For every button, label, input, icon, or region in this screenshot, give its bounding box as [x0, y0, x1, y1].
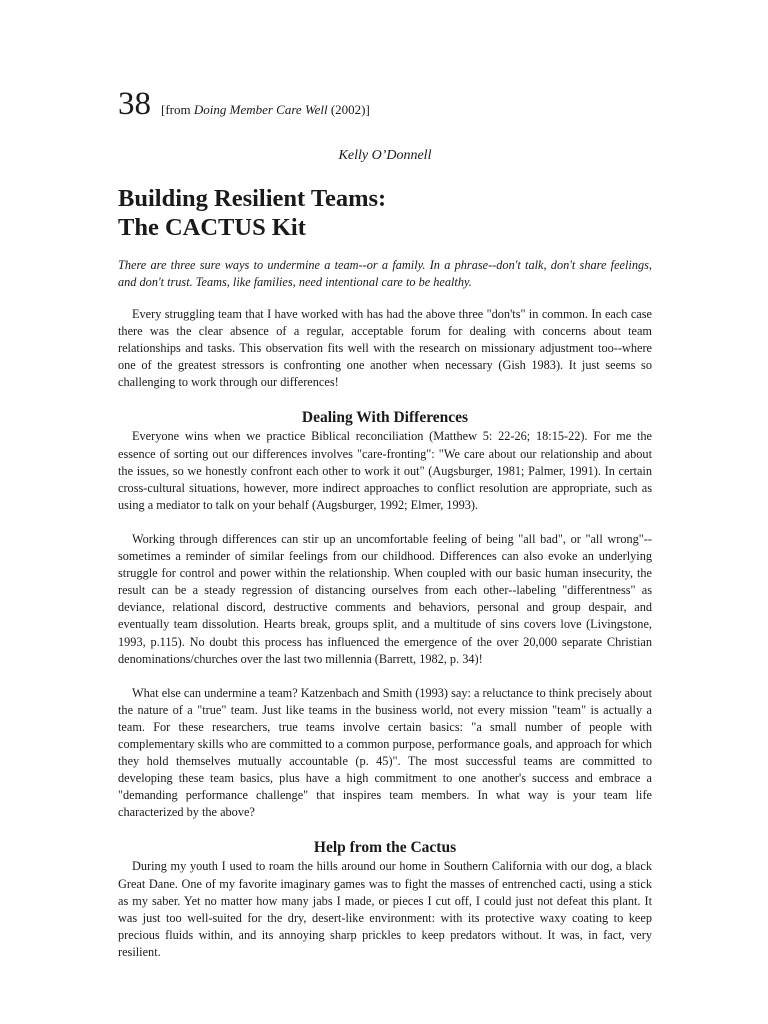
page-header	[118, 88, 652, 132]
author-name: Kelly O’Donnell	[338, 148, 432, 163]
article-title	[118, 184, 652, 242]
source-close: (2002)]	[327, 102, 370, 117]
title-line-1: Building Resilient Teams:	[118, 185, 387, 212]
section-heading-cactus: Help from the Cactus	[313, 839, 457, 857]
paragraph: What else can undermine a team? Katzenbach and Smith (1993) say: a reluctance to think precisely about the nature of a "true" team. Just like teams in the business world, not every mission "team" is actually a team. For these researchers, true teams involve certain basics: "a small number of people with complementary skills who are committed to a common purpose, performance goals, and approach for which they hold themselves mutually accountable (p. 45)". The most successful teams are committed to developing these team basics, plus have a high commitment to one another's success and embrace a "demanding performance challenge" that inspires team members. In what way is your team life characterized by the above?	[118, 685, 652, 820]
title-line-2: The CACTUS Kit	[118, 214, 306, 241]
paragraph: During my youth I used to roam the hills around our home in Southern California with our dog, a black Great Dane. One of my favorite imaginary games was to fight the masses of entrenched cacti, using a stick as my saber. Yet no matter how many jabs I made, or pieces I cut off, I could just not defeat this plant. It was just too well-suited for the dry, desert-like environment: with its protective waxy coating to keep precious fluids within, and its annoying sharp prickles to keep predators without. It was, in fact, very resilient.	[118, 859, 652, 959]
source-title: Doing Member Care Well	[193, 102, 328, 117]
source-citation	[161, 102, 370, 118]
page-number: 38	[118, 86, 151, 122]
abstract: There are three sure ways to undermine a team--or a family. In a phrase--don't talk, don't share feelings, and don't trust. Teams, like families, need intentional care to be healthy.	[118, 258, 652, 289]
paragraph: Working through differences can stir up an uncomfortable feeling of being "all bad", or "all wrong"--sometimes a reminder of similar feelings from our childhood. Differences can also evoke an underlying struggle for control and power within the relationship. When coupled with our basic human insecurity, the result can be a steady regression of distancing ourselves from each other--labeling "differentness" as deviance, relational discord, destructive comments and behaviors, personal and group despair, and eventually team dissolution. Hearts break, groups split, and a multitude of sins covers love (Livingstone, 1993, p.115). No doubt this process has influenced the emergence of the over 20,000 separate Christian denominations/churches over the last two millennia (Barrett, 1982, p. 34)!	[118, 531, 652, 666]
intro-paragraph: Every struggling team that I have worked with has had the above three "don'ts" in common. In each case there was the clear absence of a regular, acceptable forum for dealing with concerns about team relationships and tasks. This observation fits well with the research on missionary adjustment too--where one of the greatest stressors is confronting one another when necessary (Gish 1983). It just seems so challenging to work through our differences!	[118, 307, 652, 390]
paragraph: Everyone wins when we practice Biblical reconciliation (Matthew 5: 22-26; 18:15-22). For me the essence of sorting out our differences involves "care-fronting": "We care about our relationship and about the issues, so we honestly confront each other to work it out" (Augsburger, 1981; Palmer, 1991). In certain cross-cultural situations, however, more indirect approaches to conflict resolution are appropriate, such as using a mediator to talk on your behalf (Augsburger, 1992; Elmer, 1993).	[118, 429, 652, 512]
document-page	[118, 88, 652, 961]
section-heading-differences: Dealing With Differences	[301, 409, 469, 427]
source-open: [from	[161, 102, 194, 117]
